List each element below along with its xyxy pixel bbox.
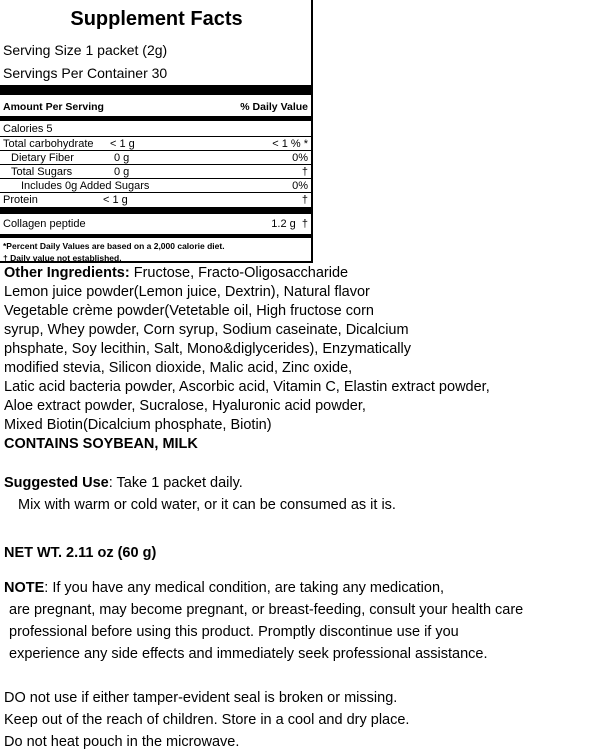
ingredients-line: Latic acid bacteria powder, Ascorbic acid, Vitamin C, Elastin extract powder, xyxy=(4,379,490,395)
label-text xyxy=(4,264,602,454)
ingredients-line: syrup, Whey powder, Corn syrup, Sodium caseinate, Dicalcium xyxy=(4,322,409,338)
servings-per-container: Servings Per Container 30 xyxy=(3,65,168,81)
facts-row xyxy=(3,137,308,151)
footnote-daily-values: *Percent Daily Values are based on a 2,000 calorie diet. xyxy=(3,241,225,251)
row-dv: † xyxy=(301,194,308,206)
row-amount: < 1 g xyxy=(110,138,135,150)
row-dv: † xyxy=(301,218,308,230)
serving-size: Serving Size 1 packet (2g) xyxy=(3,42,168,58)
facts-row xyxy=(21,179,308,193)
facts-row xyxy=(11,151,308,165)
suggested-use-line-2: Mix with warm or cold water, or it can be consumed as it is. xyxy=(18,497,396,513)
row-dv: 0% xyxy=(292,180,308,192)
row-amount: 1.2 g xyxy=(271,218,296,230)
ingredients-text: Fructose, Fracto-Oligosaccharide xyxy=(129,265,349,281)
row-name: Dietary Fiber xyxy=(11,152,74,164)
allergen-statement: CONTAINS SOYBEAN, MILK xyxy=(4,436,198,452)
row-amount: < 1 g xyxy=(103,194,128,206)
ingredients-line: Lemon juice powder(Lemon juice, Dextrin), Natural flavor xyxy=(4,284,370,300)
row-amount: 0 g xyxy=(114,152,130,164)
note-text: : If you have any medical condition, are taking any medication, xyxy=(44,580,445,596)
thick-divider xyxy=(0,207,312,214)
row-name: Protein xyxy=(3,194,38,206)
warning-line: Keep out of the reach of children. Store in a cool and dry place. xyxy=(4,712,410,728)
note-line xyxy=(4,579,444,598)
daily-value-label: % Daily Value xyxy=(240,101,308,113)
row-dv: 0% xyxy=(292,152,308,164)
medium-divider xyxy=(0,116,312,121)
row-amount: 0 g xyxy=(114,166,130,178)
note-line: experience any side effects and immediately seek professional assistance. xyxy=(9,646,488,662)
amount-per-serving-label: Amount Per Serving xyxy=(3,101,104,113)
suggested-use-line xyxy=(4,474,243,493)
ingredients-line xyxy=(4,264,602,283)
note-label: NOTE xyxy=(4,580,45,596)
thick-divider xyxy=(0,85,312,95)
ingredients-label: Other Ingredients: xyxy=(4,265,130,281)
row-dv: < 1 % * xyxy=(272,138,308,150)
ingredients-line: Aloe extract powder, Sucralose, Hyaluronic acid powder, xyxy=(4,398,366,414)
medium-divider xyxy=(0,234,312,238)
suggested-use-label: Suggested Use xyxy=(4,475,109,491)
panel-title: Supplement Facts xyxy=(70,8,243,30)
note-line: professional before using this product. Promptly discontinue use if you xyxy=(9,624,459,640)
footnote-not-established: † Daily value not established. xyxy=(3,253,122,263)
ingredients-line: phsphate, Soy lecithin, Salt, Mono&diglycerides), Enzymatically xyxy=(4,341,411,357)
net-weight: NET WT. 2.11 oz (60 g) xyxy=(4,545,157,561)
ingredients-line: modified stevia, Silicon dioxide, Malic acid, Zinc oxide, xyxy=(4,360,353,376)
row-name: Total carbohydrate xyxy=(3,138,94,150)
row-amount-dv xyxy=(271,216,308,232)
warning-line: DO not use if either tamper-evident seal is broken or missing. xyxy=(4,690,398,706)
row-name: Includes 0g Added Sugars xyxy=(21,180,150,192)
row-name: Calories 5 xyxy=(3,123,53,135)
amount-header-row xyxy=(3,100,308,114)
facts-row xyxy=(3,122,308,136)
note-line: are pregnant, may become pregnant, or breast-feeding, consult your health care xyxy=(9,602,524,618)
facts-row xyxy=(3,193,308,207)
facts-row xyxy=(11,165,308,179)
suggested-use-text: : Take 1 packet daily. xyxy=(108,475,243,491)
ingredients-line: Mixed Biotin(Dicalcium phosphate, Biotin) xyxy=(4,417,272,433)
row-name: Total Sugars xyxy=(11,166,73,178)
row-name: Collagen peptide xyxy=(3,218,86,230)
warning-line: Do not heat pouch in the microwave. xyxy=(4,734,240,750)
ingredients-line: Vegetable crème powder(Vetetable oil, High fructose corn xyxy=(4,303,374,319)
row-dv: † xyxy=(301,166,308,178)
supplement-facts-panel xyxy=(0,0,313,263)
facts-row xyxy=(3,216,308,232)
